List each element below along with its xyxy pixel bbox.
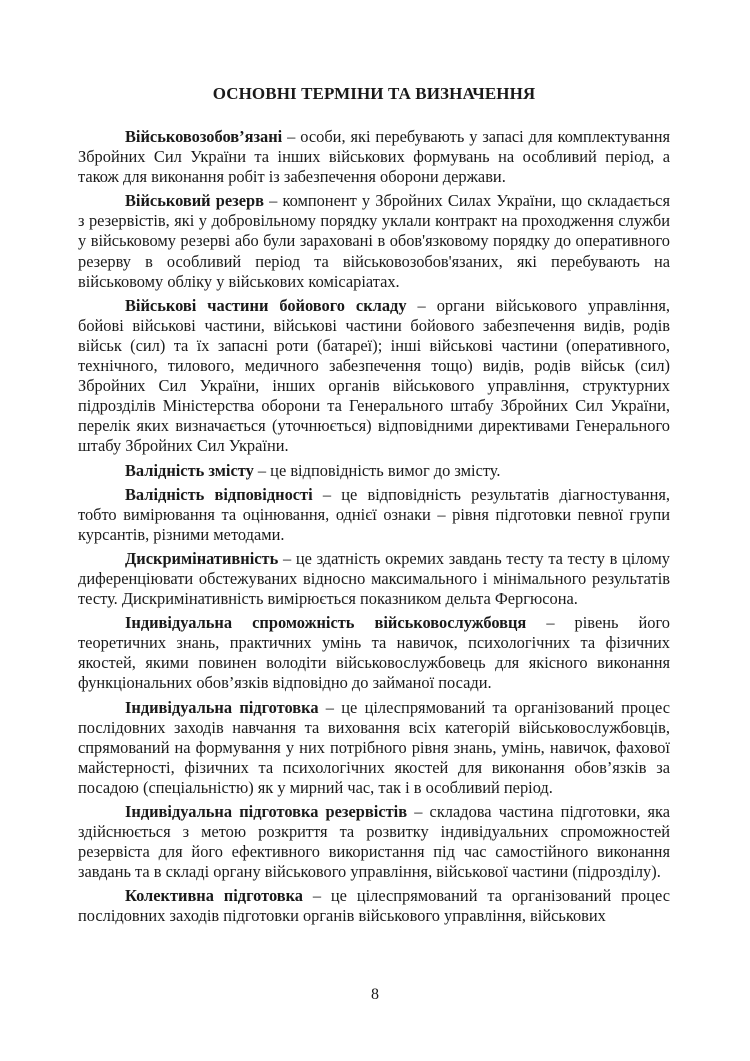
term-name: Індивідуальна спроможність військовослужбовця xyxy=(125,613,527,633)
term-entry xyxy=(78,886,670,926)
term-definition: – це цілеспрямований та організований процес послідовних заходів навчання та виховання всіх категорій військовослужбовців, спрямований на формування у них потрібного рівня знань, умінь, навичок, фахової майстерності, фізичних та психологічних якостей для виконання обов’язків за посадою (спеціальністю) як у мирний час, так і в особливий період. xyxy=(78,697,670,797)
term-entry xyxy=(78,549,670,609)
term-definition: – компонент у Збройних Силах України, що складається з резервістів, які у добровільному порядку уклали контракт на проходження служби у військовому резерві або були зараховані в обов'язковому порядку до оперативного резерву в особливий період та військовозобов'язаних, які перебувають на військовому обліку у військових комісаріатах. xyxy=(78,191,670,291)
term-entry xyxy=(78,127,670,187)
term-definition: – рівень його теоретичних знань, практичних умінь та навичок, психологічних та фізичних якостей, якими повинен володіти військовослужбовець для якісного виконання функціональних обов’язків відповідно до займаної посади. xyxy=(78,613,670,693)
page-number: 8 xyxy=(371,986,379,1003)
term-name: Військовий резерв xyxy=(125,191,264,211)
term-name: Дискримінативність xyxy=(125,548,279,568)
term-definition: – особи, які перебувають у запасі для комплектування Збройних Сил України та інших військових формувань на особливий період, а також для виконання робіт із забезпечення оборони держави. xyxy=(78,127,670,187)
term-entry xyxy=(78,191,670,291)
term-definition: – це відповідність результатів діагностування, тобто вимірювання та оцінювання, однієї ознаки – рівня підготовки певної групи курсантів, різними методами. xyxy=(78,484,670,544)
term-definition: – складова частина підготовки, яка здійснюється з метою розкриття та розвитку індивідуальних спроможностей резервіста для його ефективного використання під час самостійного виконання завдань та в складі органу військового управління, військової частини (підрозділу). xyxy=(78,802,670,882)
term-name: Військові частини бойового складу xyxy=(125,295,407,315)
term-entry xyxy=(78,296,670,457)
term-definition: – це цілеспрямований та організований процес послідовних заходів підготовки органів військового управління, військових xyxy=(78,886,670,926)
term-entry xyxy=(78,698,670,798)
term-entry xyxy=(78,613,670,693)
term-name: Індивідуальна підготовка резервістів xyxy=(125,802,408,821)
term-definition: – це здатність окремих завдань тесту та тесту в цілому диференціювати обстежуваних відносно максимального і мінімального результатів тесту. Дискримінативність вимірюється показником дельта Фергюсона. xyxy=(78,548,670,609)
term-definition: – це відповідність вимог до змісту. xyxy=(253,460,501,480)
term-name: Індивідуальна підготовка xyxy=(125,697,319,717)
term-definition: – органи військового управління, бойові військові частини, військові частини бойового забезпечення видів, родів військ (сил) та їх запасні роти (батареї); інші військові частини (оперативного, технічного, тилового, медичного забезпечення тощо) видів, родів військ (сил) Збройних Сил України, інших органів військового управління, структурних підрозділів Міністерства оборони та Генерального штабу Збройних Сил України, перелік яких визначається (уточнюється) відповідними директивами Генерального штабу Збройних Сил України. xyxy=(78,295,670,456)
document-page xyxy=(78,84,670,927)
term-entry xyxy=(78,461,670,481)
term-name: Валідність змісту xyxy=(125,460,254,480)
term-entry xyxy=(78,802,670,882)
term-entry xyxy=(78,485,670,545)
term-name: Колективна підготовка xyxy=(125,886,303,906)
term-name: Військовозобов’язані xyxy=(125,127,283,146)
page-title: ОСНОВНІ ТЕРМІНИ ТА ВИЗНАЧЕННЯ xyxy=(212,84,536,103)
term-name: Валідність відповідності xyxy=(125,484,313,504)
